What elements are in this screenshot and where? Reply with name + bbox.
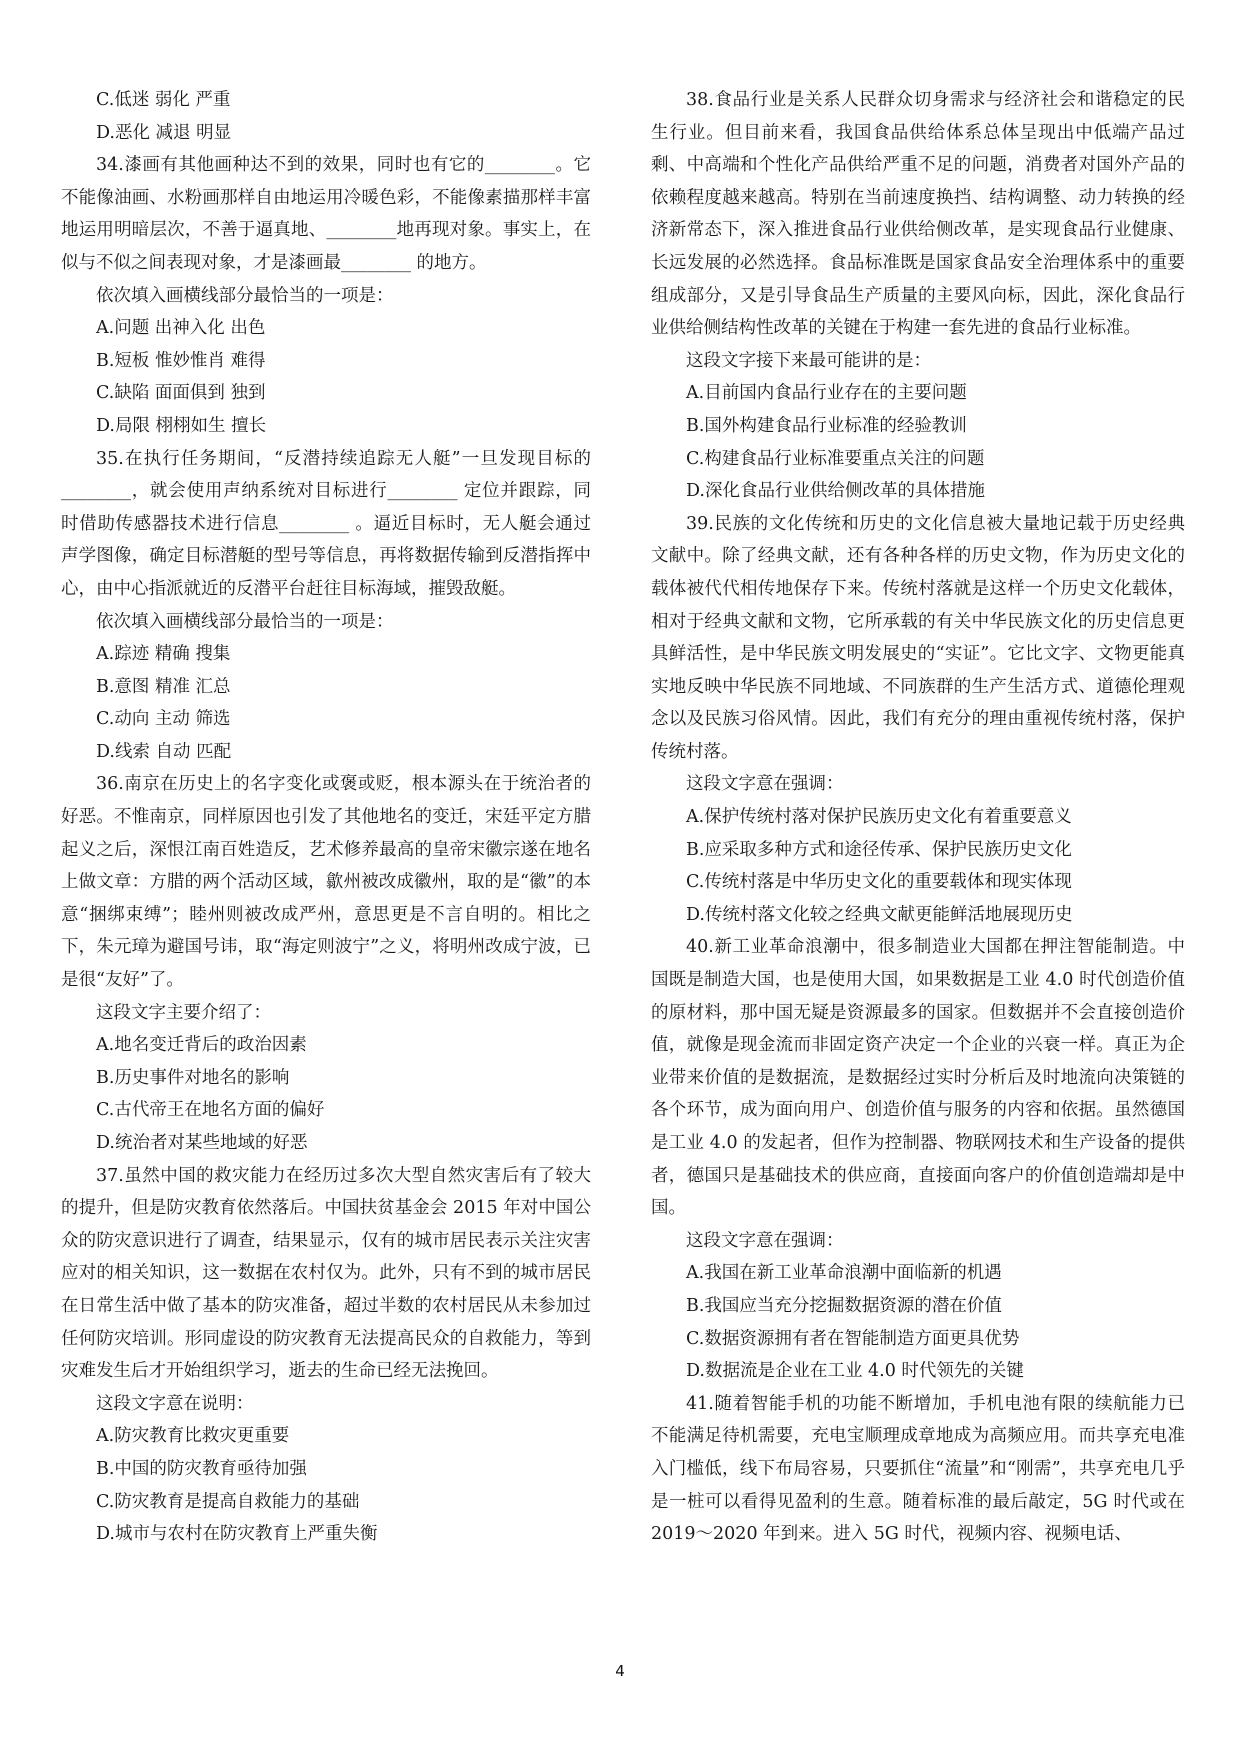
question-stem: 35.在执行任务期间，“反潜持续追踪无人艇”一旦发现目标的________，就会使用声纳系统对目标进行________ 定位并跟踪，同时借助传感器技术进行信息________ 。逼近目标时，无人艇会通过声学图像，确定目标潜艇的型号等信息，再将数据传输到反潜指挥中心，由中心指派就近的反潜平台赶往目标海域，摧毁敌艇。: [61, 448, 591, 599]
answer-option: D.统治者对某些地域的好恶: [96, 1133, 308, 1153]
left-column: [61, 84, 591, 1551]
question-prompt: 依次填入画横线部分最恰当的一项是：: [96, 285, 394, 306]
answer-option: C.防灾教育是提高自救能力的基础: [96, 1491, 360, 1512]
answer-option: B.意图 精准 汇总: [96, 676, 231, 697]
question-prompt: 这段文字意在说明：: [96, 1393, 254, 1414]
question-prompt: 这段文字意在强调：: [686, 774, 844, 795]
answer-option: C.低迷 弱化 严重: [96, 90, 231, 110]
answer-option: D.局限 栩栩如生 擅长: [96, 415, 267, 436]
question-stem: 41.随着智能手机的功能不断增加，手机电池有限的续航能力已不能满足待机需要，充电宝顺理成章地成为高频应用。而共享充电准入门槛低，线下布局容易，只要抓住“流量”和“刚需”，共享充电几乎是一桩可以看得见盈利的生意。随着标准的最后敲定，5G 时代或在 2019～2020 年到来。进入 5G 时代，视频内容、视频电话、: [651, 1393, 1185, 1545]
answer-option: C.传统村落是中华历史文化的重要载体和现实体现: [686, 872, 1072, 893]
right-column: [651, 84, 1185, 1551]
answer-option: C.古代帝王在地名方面的偏好: [96, 1100, 325, 1121]
answer-option: A.保护传统村落对保护民族历史文化有着重要意义: [686, 807, 1072, 828]
answer-option: A.目前国内食品行业存在的主要问题: [686, 383, 967, 404]
answer-option: A.我国在新工业革命浪潮中面临新的机遇: [686, 1263, 1002, 1284]
question-prompt: 这段文字意在强调：: [686, 1230, 844, 1251]
answer-option: D.城市与农村在防灾教育上严重失衡: [96, 1524, 378, 1545]
answer-option: D.深化食品行业供给侧改革的具体措施: [686, 481, 985, 502]
page-number: 4: [615, 1662, 625, 1680]
question-stem: 34.漆画有其他画种达不到的效果，同时也有它的________。它不能像油画、水粉画那样自由地运用冷暖色彩，不能像素描那样丰富地运用明暗层次，不善于逼真地、________地再现对象。事实上，在似与不似之间表现对象，才是漆画最________ 的地方。: [61, 155, 591, 273]
answer-option: A.防灾教育比救灾更重要: [96, 1426, 290, 1447]
question-stem: 37.虽然中国的救灾能力在经历过多次大型自然灾害后有了较大的提升，但是防灾教育依然落后。中国扶贫基金会 2015 年对中国公众的防灾意识进行了调查，结果显示，仅有的城市居民表示关注灾害应对的相关知识，这一数据在农村仅为。此外，只有不到的城市居民在日常生活中做了基本的防灾准备，超过半数的农村居民从未参加过任何防灾培训。形同虚设的防灾教育无法提高民众的自救能力，等到灾难发生后才开始组织学习，逝去的生命已经无法挽回。: [61, 1165, 591, 1382]
answer-option: B.国外构建食品行业标准的经验教训: [686, 415, 967, 436]
answer-option: B.历史事件对地名的影响: [96, 1067, 290, 1088]
answer-option: B.中国的防灾教育亟待加强: [96, 1458, 307, 1479]
answer-option: C.数据资源拥有者在智能制造方面更具优势: [686, 1328, 1020, 1349]
answer-option: D.恶化 减退 明显: [96, 122, 232, 143]
question-prompt: 依次填入画横线部分最恰当的一项是：: [96, 611, 394, 632]
answer-option: C.缺陷 面面俱到 独到: [96, 383, 266, 404]
answer-option: A.踪迹 精确 搜集: [96, 644, 231, 665]
answer-option: D.数据流是企业在工业 4.0 时代领先的关键: [686, 1361, 1024, 1382]
answer-option: C.构建食品行业标准要重点关注的问题: [686, 448, 985, 469]
answer-option: C.动向 主动 筛选: [96, 709, 231, 730]
question-prompt: 这段文字主要介绍了：: [96, 1002, 271, 1023]
answer-option: B.应采取多种方式和途径传承、保护民族历史文化: [686, 839, 1072, 860]
question-stem: 38.食品行业是关系人民群众切身需求与经济社会和谐稳定的民生行业。但目前来看，我国食品供给体系总体呈现出中低端产品过剩、中高端和个性化产品供给严重不足的问题，消费者对国外产品的依赖程度越来越高。特别在当前速度换挡、结构调整、动力转换的经济新常态下，深入推进食品行业供给侧改革，是实现食品行业健康、长远发展的必然选择。食品标准既是国家食品安全治理体系中的重要组成部分，又是引导食品生产质量的主要风向标，因此，深化食品行业供给侧结构性改革的关键在于构建一套先进的食品行业标准。: [651, 90, 1185, 339]
answer-option: D.线索 自动 匹配: [96, 741, 232, 762]
question-prompt: 这段文字接下来最可能讲的是：: [686, 350, 931, 371]
answer-option: B.短板 惟妙惟肖 难得: [96, 350, 266, 371]
question-stem: 36.南京在历史上的名字变化或褒或贬，根本源头在于统治者的好恶。不惟南京，同样原因也引发了其他地名的变迁，宋廷平定方腊起义之后，深恨江南百姓造反，艺术修养最高的皇帝宋徽宗遂在地名上做文章：方腊的两个活动区域，歙州被改成徽州，取的是“徽”的本意“捆绑束缚”；睦州则被改成严州，意思更是不言自明的。相比之下，朱元璋为避国号讳，取“海定则波宁”之义，将明州改成宁波，已是很“友好”了。: [61, 774, 591, 991]
answer-option: D.传统村落文化较之经典文献更能鲜活地展现历史: [686, 904, 1073, 925]
question-stem: 40.新工业革命浪潮中，很多制造业大国都在押注智能制造。中国既是制造大国，也是使用大国，如果数据是工业 4.0 时代创造价值的原材料，那中国无疑是资源最多的国家。但数据并不会直接创造价值，就像是现金流而非固定资产决定一个企业的兴衰一样。真正为企业带来价值的是数据流，是数据经过实时分析后及时地流向决策链的各个环节，成为面向用户、创造价值与服务的内容和依据。虽然德国是工业 4.0 的发起者，但作为控制器、物联网技术和生产设备的提供者，德国只是基础技术的供应商，直接面向客户的价值创造端却是中国。: [651, 937, 1185, 1219]
answer-option: B.我国应当充分挖掘数据资源的潜在价值: [686, 1295, 1002, 1316]
answer-option: A.地名变迁背后的政治因素: [96, 1035, 307, 1056]
question-stem: 39.民族的文化传统和历史的文化信息被大量地记载于历史经典文献中。除了经典文献，还有各种各样的历史文物，作为历史文化的载体被代代相传地保存下来。传统村落就是这样一个历史文化载体，相对于经典文献和文物，它所承载的有关中华民族文化的历史信息更具鲜活性，是中华民族文明发展史的“实证”。它比文字、文物更能真实地反映中华民族不同地域、不同族群的生产生活方式、道德伦理观念以及民族习俗风情。因此，我们有充分的理由重视传统村落，保护传统村落。: [651, 513, 1185, 762]
answer-option: A.问题 出神入化 出色: [96, 318, 266, 339]
